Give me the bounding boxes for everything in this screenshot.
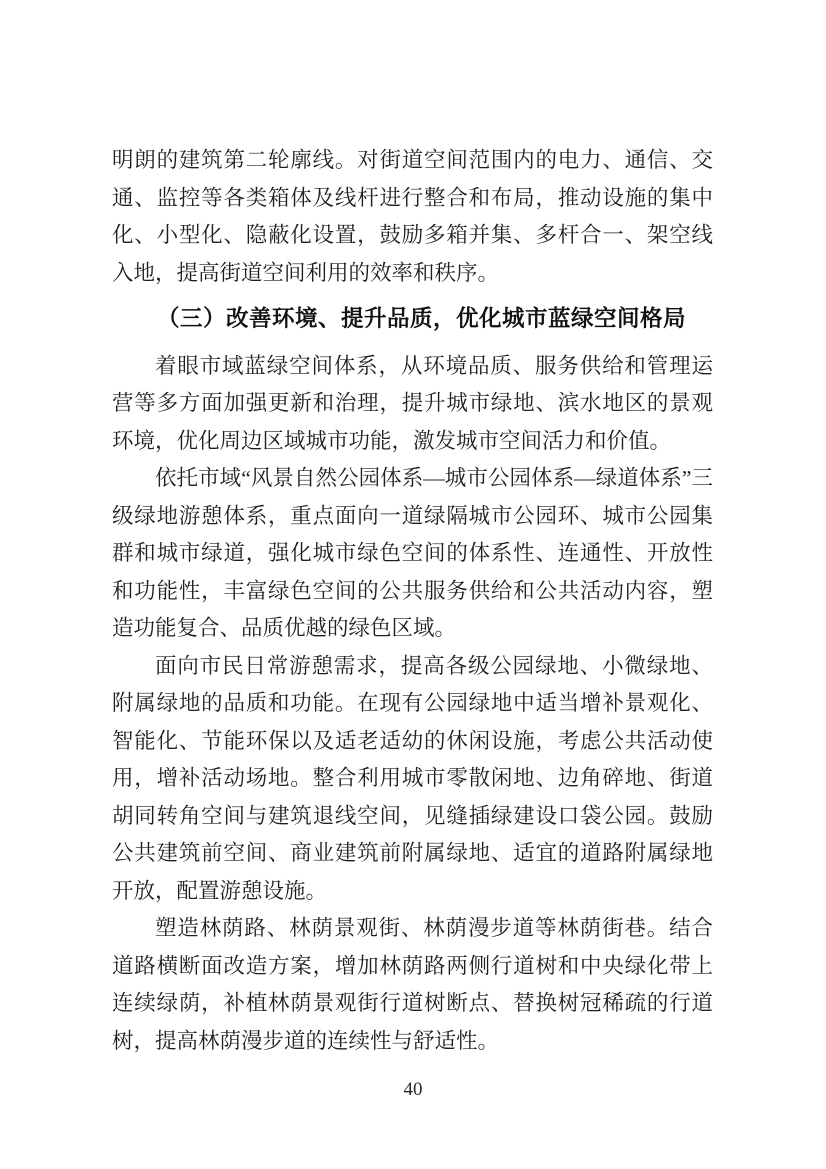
paragraph: 面向市民日常游憩需求，提高各级公园绿地、小微绿地、附属绿地的品质和功能。在现有公园绿地中适当增补景观化、智能化、节能环保以及适老适幼的休闲设施，考虑公共活动使用，增补活动场地。整合利用城市零散闲地、边角碎地、街道胡同转角空间与建筑退线空间，见缝插绿建设口袋公园。鼓励公共建筑前空间、商业建筑前附属绿地、适宜的道路附属绿地开放，配置游憩设施。 bbox=[112, 653, 713, 903]
page-number: 40 bbox=[403, 1079, 423, 1100]
section-heading: （三）改善环境、提升品质，优化城市蓝绿空间格局 bbox=[157, 306, 687, 331]
page-footer bbox=[0, 1078, 826, 1102]
paragraph: 依托市域“风景自然公园体系—城市公园体系—绿道体系”三级绿地游憩体系，重点面向一道绿隔城市公园环、城市公园集群和城市绿道，强化城市绿色空间的体系性、连通性、开放性和功能性，丰富绿色空间的公共服务供给和公共活动内容，塑造功能复合、品质优越的绿色区域。 bbox=[112, 466, 713, 640]
paragraph-continuation: 明朗的建筑第二轮廓线。对街道空间范围内的电力、通信、交通、监控等各类箱体及线杆进行整合和布局，推动设施的集中化、小型化、隐蔽化设置，鼓励多箱并集、多杆合一、架空线入地，提高街道空间利用的效率和秩序。 bbox=[112, 148, 713, 285]
paragraph: 塑造林荫路、林荫景观街、林荫漫步道等林荫街巷。结合道路横断面改造方案，增加林荫路两侧行道树和中央绿化带上连续绿荫，补植林荫景观街行道树断点、替换树冠稀疏的行道树，提高林荫漫步道的连续性与舒适性。 bbox=[112, 916, 713, 1053]
page-content bbox=[112, 142, 713, 1060]
paragraph: 着眼市域蓝绿空间体系，从环境品质、服务供给和管理运营等多方面加强更新和治理，提升城市绿地、滨水地区的景观环境，优化周边区域城市功能，激发城市空间活力和价值。 bbox=[112, 353, 713, 453]
